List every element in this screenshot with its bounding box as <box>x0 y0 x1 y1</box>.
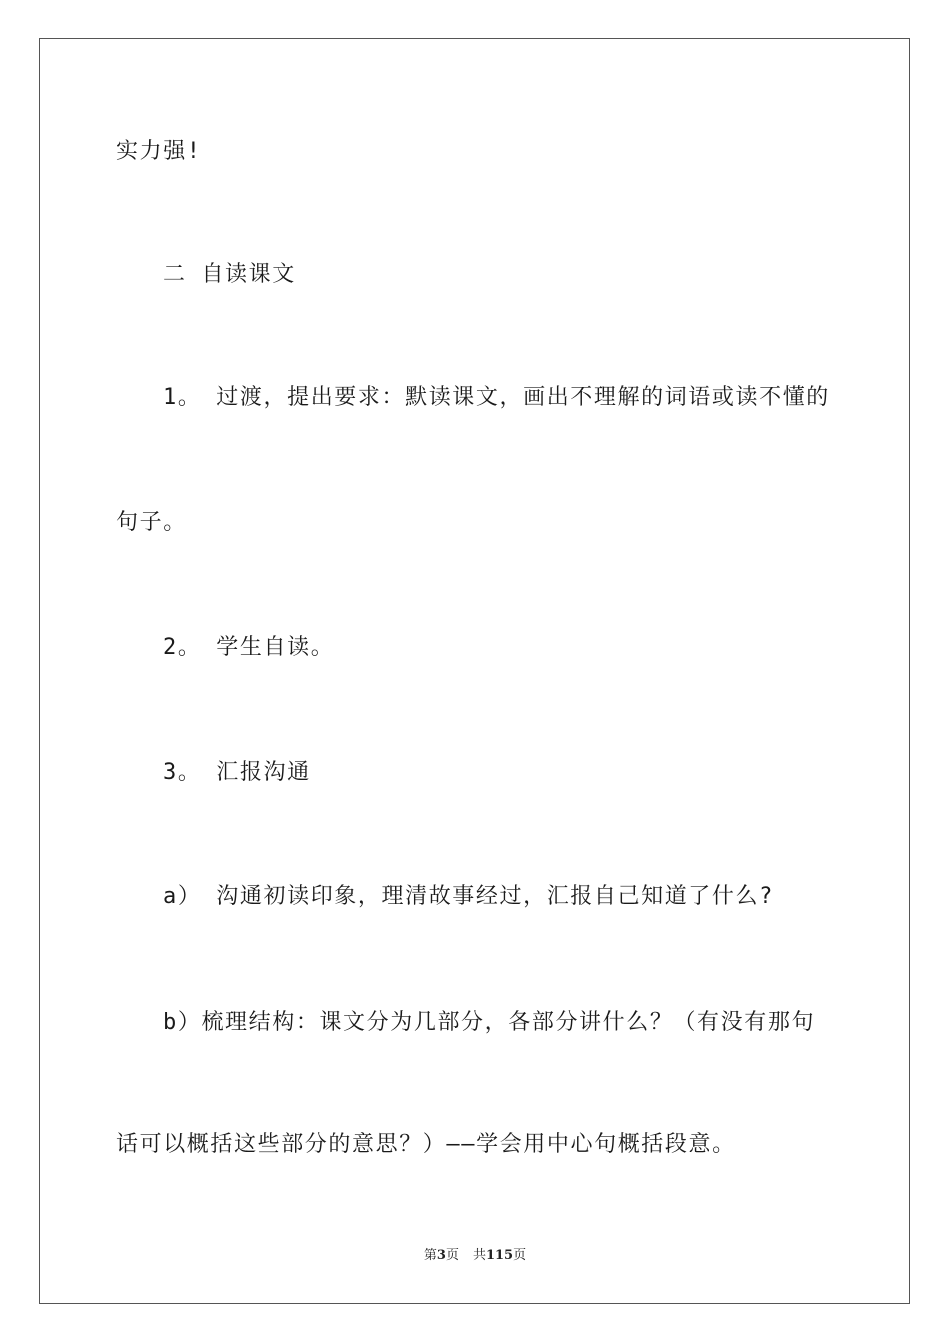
text-line-7: a） 沟通初读印象，理清故事经过，汇报自己知道了什么? <box>163 884 774 909</box>
page-footer <box>0 1247 950 1265</box>
text-line-5: 2。 学生自读。 <box>163 635 335 660</box>
footer-total-prefix: 共 <box>472 1248 486 1263</box>
text-line-4: 句子。 <box>116 510 187 535</box>
footer-page-prefix: 第 <box>423 1248 437 1263</box>
text-line-8: b）梳理结构：课文分为几部分，各部分讲什么？（有没有那句 <box>163 1010 816 1035</box>
text-line-6: 3。 汇报沟通 <box>163 760 311 785</box>
text-line-1: 实力强! <box>116 139 202 164</box>
section-heading: 二 自读课文 <box>163 262 296 287</box>
page-border <box>39 38 910 1304</box>
footer-total-pages: 115 <box>485 1248 514 1263</box>
text-line-3: 1。 过渡，提出要求：默读课文，画出不理解的词语或读不懂的 <box>163 385 830 410</box>
footer-page-suffix: 页 <box>445 1248 459 1263</box>
footer-total-suffix: 页 <box>513 1248 527 1263</box>
text-line-9: 话可以概括这些部分的意思？）——学会用中心句概括段意。 <box>116 1132 736 1157</box>
footer-page-number: 3 <box>436 1248 446 1263</box>
